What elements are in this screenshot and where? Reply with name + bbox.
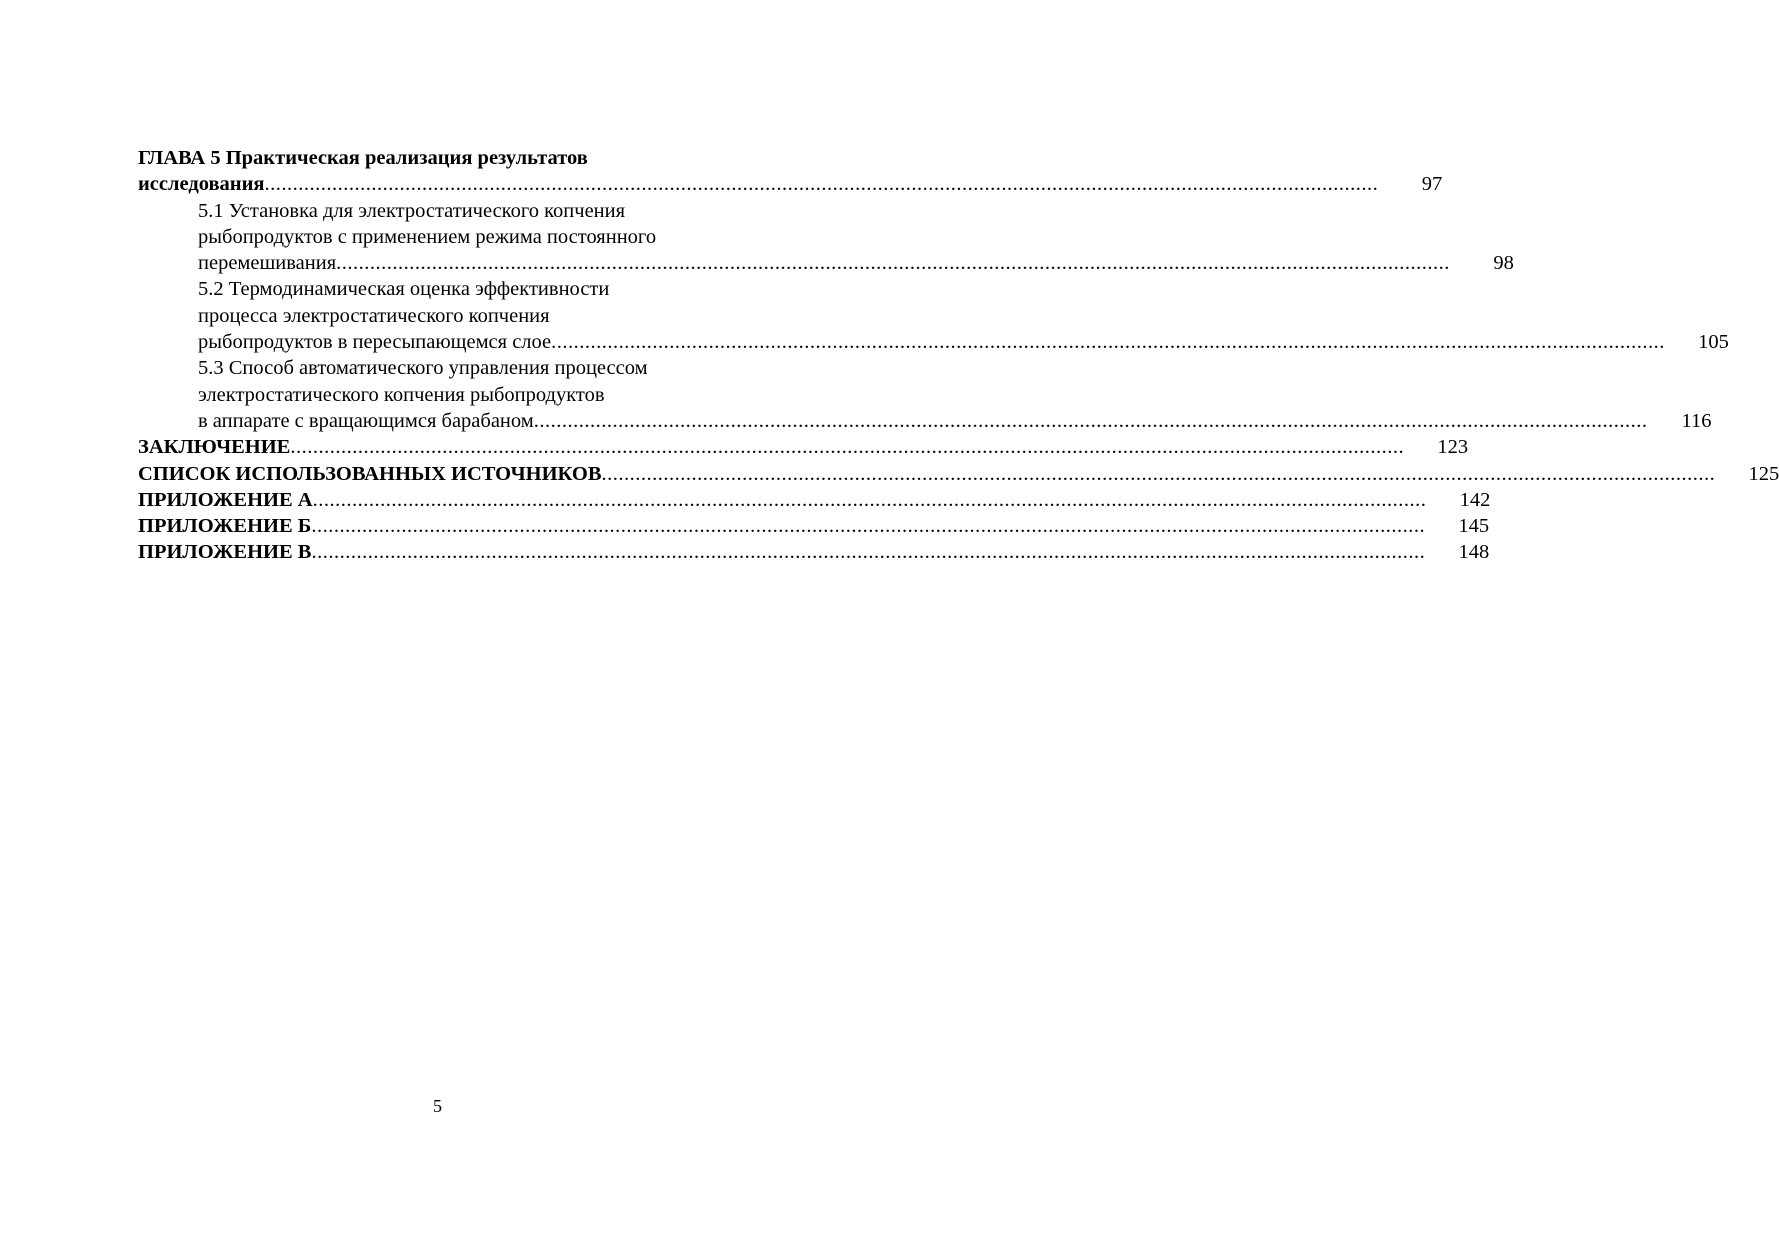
chapter5-title-line2: исследования bbox=[138, 173, 265, 196]
toc-entry-appendix-b[interactable] bbox=[138, 513, 1490, 539]
toc-entry-references[interactable] bbox=[138, 461, 1779, 487]
dot-leader bbox=[311, 513, 1425, 539]
appendix-a-title: ПРИЛОЖЕНИЕ А bbox=[138, 488, 313, 511]
references-title: СПИСОК ИСПОЛЬЗОВАННЫХ ИСТОЧНИКОВ bbox=[138, 462, 602, 485]
section-5-3-page: 116 bbox=[1681, 409, 1712, 432]
toc-entry-section-5-1[interactable] bbox=[138, 250, 1514, 276]
section-5-2-line2: процесса электростатического копчения bbox=[198, 304, 550, 327]
toc-entry-section-5-3[interactable] bbox=[138, 408, 1712, 434]
section-5-2-line1: 5.2 Термодинамическая оценка эффективности bbox=[198, 278, 610, 301]
references-page: 125 bbox=[1748, 462, 1779, 485]
toc-entry-appendix-a[interactable] bbox=[138, 487, 1491, 513]
dot-leader bbox=[264, 171, 1378, 197]
conclusion-title: ЗАКЛЮЧЕНИЕ bbox=[138, 436, 291, 459]
toc-entry-conclusion[interactable] bbox=[138, 434, 1469, 460]
toc-entry-chapter5[interactable] bbox=[138, 171, 1443, 197]
toc-entry-appendix-v[interactable] bbox=[138, 539, 1490, 565]
conclusion-page: 123 bbox=[1437, 436, 1469, 459]
appendix-b-page: 145 bbox=[1458, 515, 1490, 538]
dot-leader bbox=[313, 487, 1427, 513]
dot-leader bbox=[311, 539, 1425, 565]
appendix-a-page: 142 bbox=[1459, 488, 1491, 511]
section-5-3-line1: 5.3 Способ автоматического управления процессом bbox=[198, 357, 648, 380]
dot-leader bbox=[551, 329, 1665, 355]
section-5-3-line3: в аппарате с вращающимся барабаном bbox=[198, 409, 534, 432]
dot-leader bbox=[290, 434, 1404, 460]
appendix-v-title: ПРИЛОЖЕНИЕ В bbox=[138, 541, 312, 564]
appendix-b-title: ПРИЛОЖЕНИЕ Б bbox=[138, 515, 312, 538]
section-5-2-line3: рыбопродуктов в пересыпающемся слое bbox=[198, 331, 552, 354]
section-5-1-line1: 5.1 Установка для электростатического копчения bbox=[198, 199, 626, 222]
dot-leader bbox=[602, 461, 1716, 487]
page-number: 5 bbox=[433, 1096, 442, 1116]
chapter5-title-line1: ГЛАВА 5 Практическая реализация результатов bbox=[138, 147, 588, 169]
appendix-v-page: 148 bbox=[1458, 541, 1490, 564]
toc-entry-section-5-2[interactable] bbox=[138, 329, 1729, 355]
table-of-contents bbox=[138, 145, 1779, 566]
section-5-1-line3: перемешивания bbox=[198, 252, 337, 275]
section-5-1-line2: рыбопродуктов с применением режима постоянного bbox=[198, 225, 657, 248]
section-5-2-page: 105 bbox=[1698, 331, 1729, 354]
dot-leader bbox=[336, 250, 1450, 276]
chapter5-page: 97 bbox=[1421, 173, 1443, 196]
section-5-1-page: 98 bbox=[1493, 252, 1514, 275]
section-5-3-line2: электростатического копчения рыбопродуктов bbox=[198, 383, 605, 406]
dot-leader bbox=[534, 408, 1648, 434]
